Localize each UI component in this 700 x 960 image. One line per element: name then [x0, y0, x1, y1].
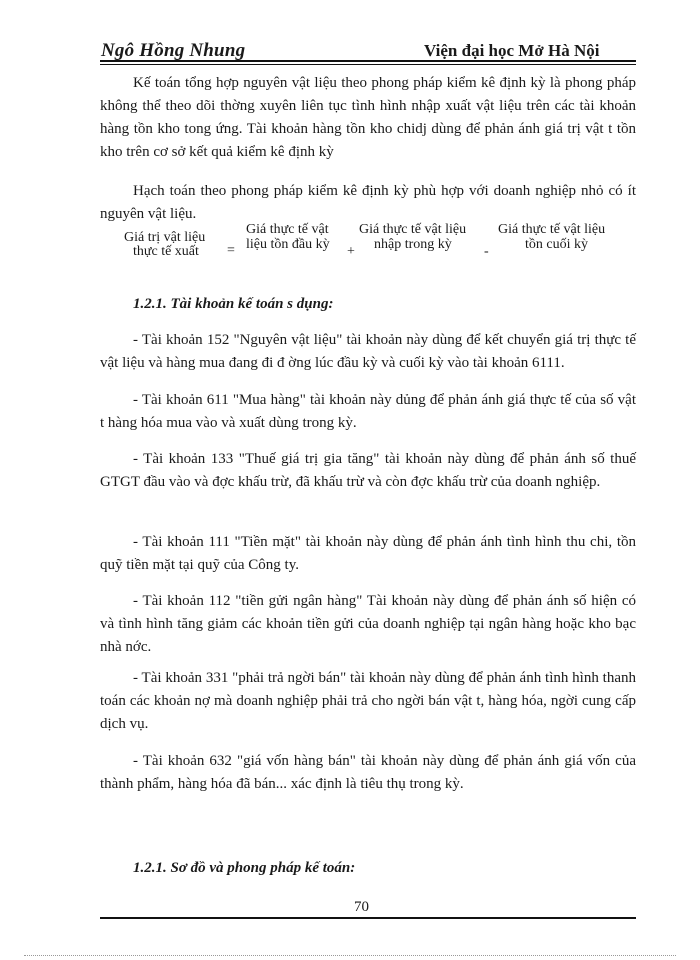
list-item-account-611: - Tài khoản 611 "Mua hàng" tài khoản này dủng để phản ánh giá thực tế của số vật t hàng hóa mua vào và xuất dùng trong kỳ. [100, 392, 636, 431]
page-break-line [24, 955, 676, 956]
page-number: 70 [354, 899, 369, 915]
formula-plus-sign: + [347, 244, 355, 259]
list-item-account-632: - Tài khoản 632 "giá vốn hàng bán" tài khoản này dùng để phản ánh giá vốn của thành phẩm, hàng hóa đã bán... xác định là tiêu thụ trong kỳ. [100, 753, 636, 792]
list-item-account-112: - Tài khoản 112 "tiền gửi ngân hàng" Tài khoản này dùng để phản ánh số hiện có và tình hình tăng giảm các khoản tiền gửi của doanh nghiệp tại ngân hàng hoặc kho bạc nhà nớc. [100, 593, 636, 655]
list-item-account-152: - Tài khoản 152 "Nguyên vật liệu" tài khoản này dùng để kết chuyển giá trị thực tế vật liệu và hàng mua đang đi đ ờng lúc đầu kỳ và cuối kỳ vào tài khoản 6111. [100, 332, 636, 371]
formula-equals-sign: = [227, 243, 235, 258]
header-institution: Viện đại học Mở Hà Nội [424, 41, 600, 60]
list-item-account-133: - Tài khoản 133 "Thuế giá trị gia tăng" tài khoản này dùng để phản ánh số thuế GTGT đầu vào và đợc khấu trừ, đã khấu trừ và còn đợc khấu trừ của doanh nghiệp. [100, 451, 636, 490]
valuation-formula [100, 222, 640, 282]
formula-term2-line1: Giá thực tế vật liệu [359, 222, 467, 237]
paragraph-applicability: Hạch toán theo phong pháp kiểm kê định kỳ phù hợp với doanh nghiệp nhỏ có ít nguyên vật liệu. [100, 183, 636, 222]
formula-lhs-line2: thực tế xuất [133, 244, 199, 259]
formula-term3-line2: tồn cuối kỳ [525, 237, 588, 252]
list-item-account-111: - Tài khoản 111 "Tiền mặt" tài khoản này dùng để phản ánh tình hình thu chi, tồn quỹ tiền mặt tại quỹ của Công ty. [100, 534, 636, 573]
formula-term1-line1: Giá thực tế vật [246, 222, 329, 237]
footer-rule [100, 917, 636, 919]
header-author: Ngô Hồng Nhung [101, 40, 246, 61]
paragraph-intro: Kế toán tổng hợp nguyên vật liệu theo phong pháp kiểm kê định kỳ là phong pháp không thể theo dõi thờng xuyên liên tục tình hình nhập xuất vật liệu trên các tài khoản hàng tồn kho tong ứng. Tài khoản hàng tồn kho chidj dùng để phản ánh giá trị vật t tồn kho trên cơ sở kết quả kiểm kê định kỳ [100, 75, 636, 160]
section-heading-diagram: 1.2.1. Sơ đồ và phong pháp kế toán: [133, 860, 356, 876]
list-item-account-331: - Tài khoản 331 "phải trả ngời bán" tài khoản này dùng để phản ánh tình hình thanh toán các khoản nợ mà doanh nghiệp phải trả cho ngời bán vật t, hàng hóa, ngời cung cấp dịch vụ. [100, 670, 636, 732]
formula-lhs-line1: Giá trị vật liệu [124, 230, 206, 245]
formula-term2-line2: nhập trong kỳ [374, 237, 452, 252]
header-rule [100, 60, 636, 62]
formula-term1-line2: liệu tồn đầu kỳ [246, 237, 330, 252]
formula-minus-sign: - [484, 244, 489, 259]
formula-term3-line1: Giá thực tế vật liệu [498, 222, 606, 237]
header-rule-thin [100, 64, 636, 65]
section-heading-accounts: 1.2.1. Tài khoản kế toán s dụng: [133, 296, 334, 312]
